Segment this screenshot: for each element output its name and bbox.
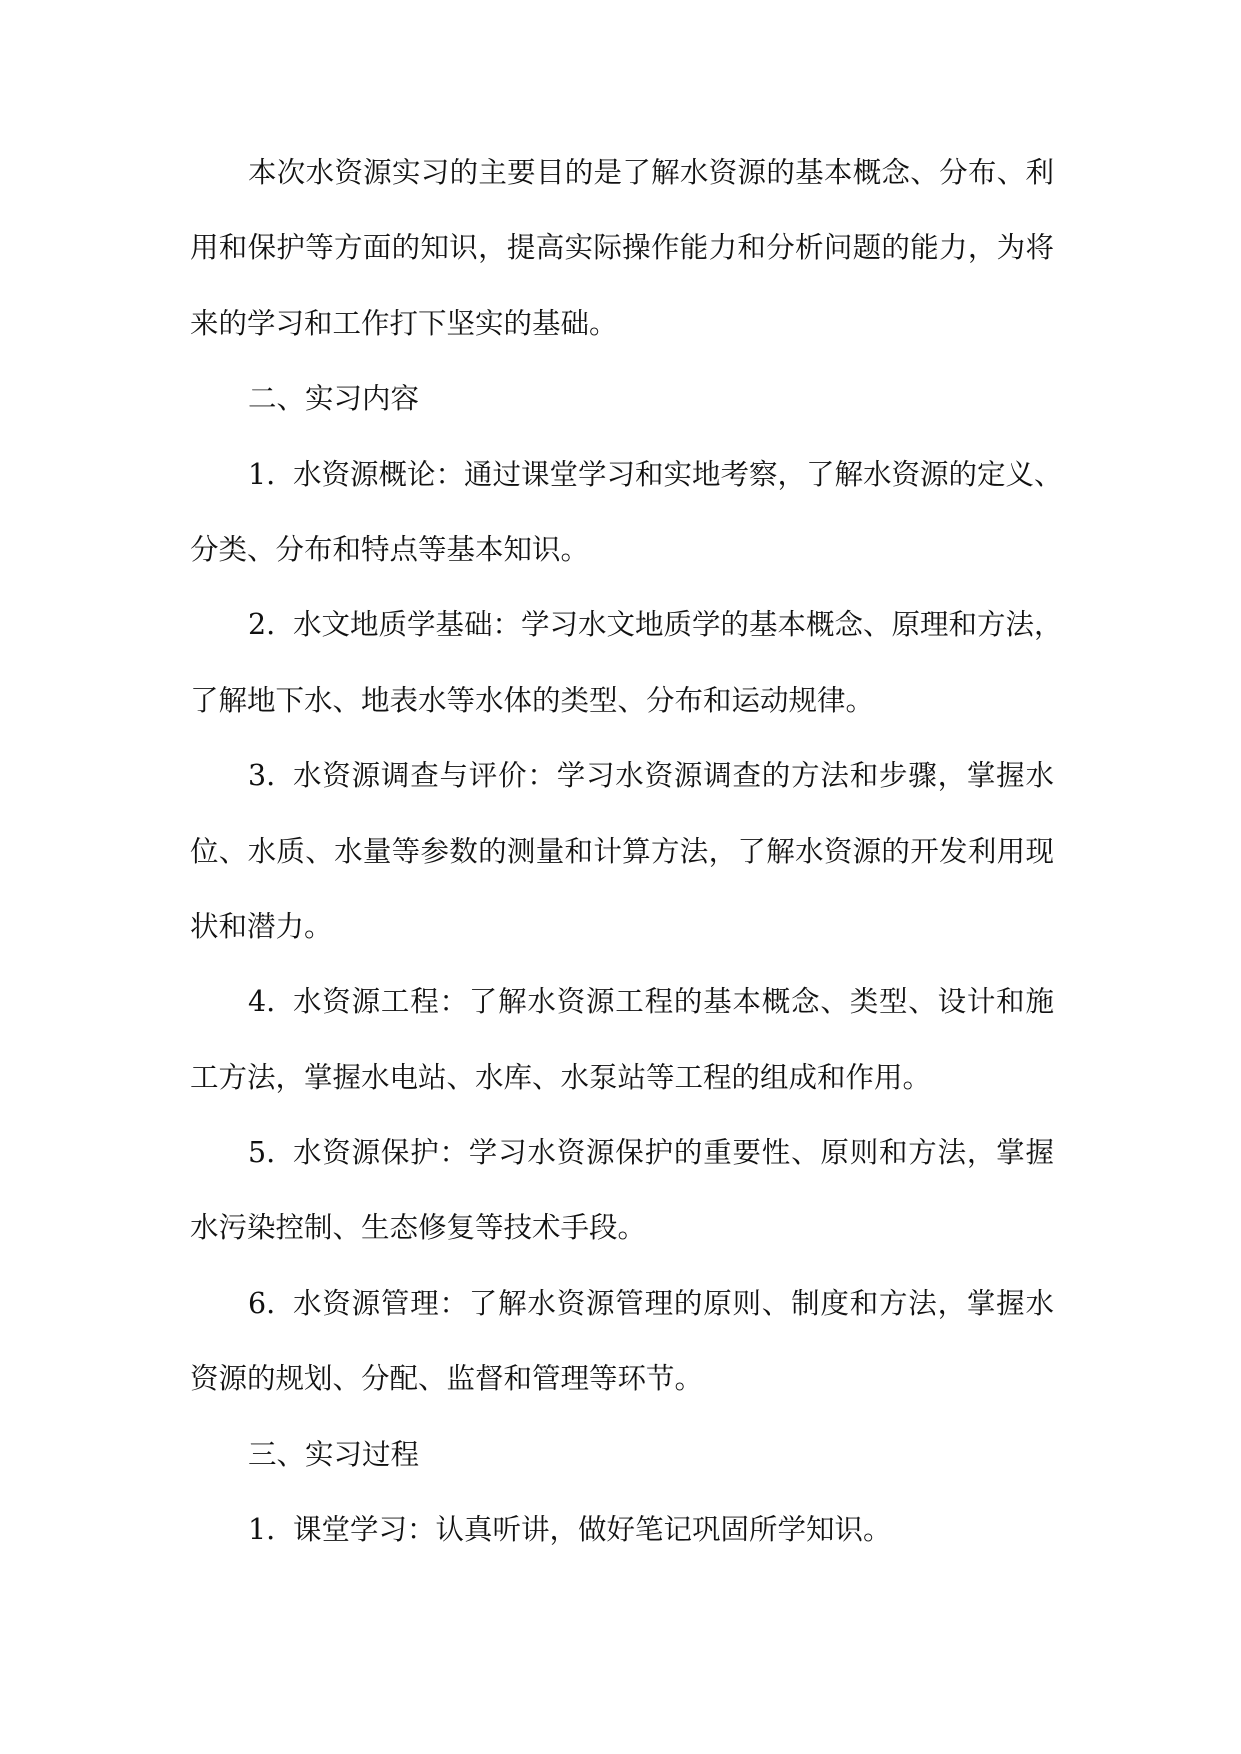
paragraph-line: 课堂学习：认真听讲，做好笔记巩固所学知识。 — [293, 1513, 892, 1547]
list-item-number: 4. — [248, 985, 276, 1019]
paragraph-line: 来的学习和工作打下坚实的基础。 — [190, 306, 618, 340]
list-item — [190, 964, 1054, 1115]
list-item — [190, 738, 1054, 964]
list-item-first-line — [190, 1266, 1054, 1341]
list-item-number: 1. — [248, 457, 276, 491]
paragraph-line: 位、水质、水量等参数的测量和计算方法，了解水资源的开发利用现 — [190, 834, 1054, 868]
paragraph-line: 水文地质学基础：学习水文地质学的基本概念、原理和方法， — [293, 608, 1063, 642]
list-item-first-line — [190, 437, 1063, 512]
paragraph-line: 分类、分布和特点等基本知识。 — [190, 532, 590, 566]
paragraph-line: 资源的规划、分配、监督和管理等环节。 — [190, 1362, 704, 1396]
intro-paragraph — [190, 135, 1054, 361]
list-item-number: 6. — [248, 1286, 276, 1320]
paragraph-line: 工方法，掌握水电站、水库、水泵站等工程的组成和作用。 — [190, 1060, 932, 1094]
paragraph-line: 本次水资源实习的主要目的是了解水资源的基本概念、分布、利 — [248, 156, 1054, 189]
list-item — [190, 437, 1063, 588]
list-item-first-line — [190, 1492, 1054, 1567]
list-item — [190, 1266, 1054, 1417]
list-item-first-line — [190, 964, 1054, 1039]
paragraph-line: 用和保护等方面的知识，提高实际操作能力和分析问题的能力，为将 — [190, 231, 1054, 265]
list-item-first-line — [190, 738, 1054, 813]
list-item — [190, 1492, 1054, 1567]
document-body — [190, 135, 1063, 1567]
paragraph-line: 水资源工程：了解水资源工程的基本概念、类型、设计和施 — [293, 985, 1054, 1019]
list-item — [190, 1115, 1054, 1266]
paragraph-line: 水资源保护：学习水资源保护的重要性、原则和方法，掌握 — [293, 1136, 1054, 1170]
list-item — [190, 587, 1063, 738]
paragraph-line: 水资源概论：通过课堂学习和实地考察，了解水资源的定义、 — [293, 457, 1063, 491]
paragraph-line: 水资源管理：了解水资源管理的原则、制度和方法，掌握水 — [293, 1286, 1054, 1320]
paragraph-line: 状和潜力。 — [190, 909, 333, 943]
paragraph-line: 水资源调查与评价：学习水资源调查的方法和步骤，掌握水 — [293, 759, 1054, 793]
paragraph-line: 水污染控制、生态修复等技术手段。 — [190, 1211, 647, 1245]
section-heading: 二、实习内容 — [248, 382, 420, 416]
list-item-first-line — [190, 587, 1063, 662]
list-item-number: 2. — [248, 608, 276, 642]
list-item-number: 1. — [248, 1513, 276, 1547]
list-item-number: 5. — [248, 1136, 276, 1170]
section-heading: 三、实习过程 — [248, 1437, 420, 1471]
paragraph-line: 了解地下水、地表水等水体的类型、分布和运动规律。 — [190, 683, 875, 717]
list-item-first-line — [190, 1115, 1054, 1190]
list-item-number: 3. — [248, 759, 276, 793]
